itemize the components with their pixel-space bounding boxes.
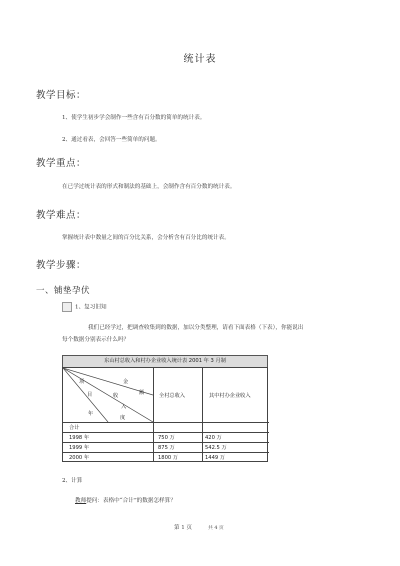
diag-label-7: 金 xyxy=(123,379,129,385)
row-enterprise: 420 万 xyxy=(205,435,222,441)
table-grid xyxy=(62,367,268,462)
key-text: 在已学过统计表的形式和制法的基础上，会制作含有百分数的统计表。 xyxy=(62,184,236,190)
table-row xyxy=(63,442,269,453)
row-label: 1998 年 xyxy=(69,435,90,441)
diag-label-2: 目 xyxy=(87,392,93,398)
row-total: 875 万 xyxy=(158,445,175,451)
page-total: 共 4 页 xyxy=(208,526,224,531)
step1-para-line2: 每个数据分别表示什么吗？ xyxy=(62,337,130,343)
step1-sub1: 1、复习旧知 xyxy=(62,302,107,312)
step1-heading: 一、铺垫孕伏 xyxy=(36,286,91,296)
table-row xyxy=(63,422,269,433)
table-caption: 东山村总收入和村办企业收入统计表 2001 年 3 月制 xyxy=(62,355,268,367)
statistics-table xyxy=(62,355,268,462)
step1-para-line1: 我们已经学过，把调查收集到的数据，加以分类整理，请看下面表格（下表），你能说出 xyxy=(88,325,304,331)
row-label: 合计 xyxy=(69,425,80,431)
step2-label: 2、计算 xyxy=(62,478,83,484)
difficult-text: 掌握统计表中数量之间的百分比关系，会分析含有百分比的统计表。 xyxy=(62,235,230,241)
table-header-row xyxy=(63,368,269,423)
key-heading: 教学重点： xyxy=(36,158,87,169)
row-label: 2000 年 xyxy=(69,455,90,461)
col-header-enterprise: 其中村办企业收入 xyxy=(209,393,251,399)
teacher-question xyxy=(75,496,176,504)
diag-label-4: 入 xyxy=(121,404,127,410)
goal-item-2: 2、通过看表，会回答一些简单的问题。 xyxy=(62,137,161,143)
row-enterprise: 1449 万 xyxy=(205,455,226,461)
row-total: 750 万 xyxy=(158,435,175,441)
diag-label-8: 额 xyxy=(139,390,145,396)
goal-heading: 教学目标： xyxy=(36,90,87,101)
table-row xyxy=(63,452,269,462)
page-title: 统计表 xyxy=(183,54,217,65)
question-speaker: 教师 xyxy=(75,498,87,504)
question-text: 提问：表格中“合计”的数据怎样算？ xyxy=(86,498,176,504)
diag-label-3: 收 xyxy=(113,393,119,399)
column-divider xyxy=(202,368,203,461)
difficult-heading: 教学难点： xyxy=(36,210,87,221)
step1-sub1-number: 1 xyxy=(75,304,79,311)
row-total: 1800 万 xyxy=(158,455,179,461)
row-enterprise: 542.5 万 xyxy=(205,445,227,451)
steps-heading: 教学步骤： xyxy=(36,260,87,271)
goal-item-1: 1、使学生初步学会制作一些含有百分数的简单的统计表。 xyxy=(62,115,206,121)
row-label: 1999 年 xyxy=(69,445,90,451)
diag-label-5: 年 xyxy=(88,411,94,417)
step1-sub1-label: 复习旧知 xyxy=(84,304,107,311)
col-header-total: 全村总收入 xyxy=(159,393,185,399)
page-number: 第 1 页 xyxy=(174,525,192,531)
item-number-box xyxy=(62,302,72,312)
column-divider xyxy=(153,368,154,461)
table-row xyxy=(63,432,269,443)
diag-label-1: 项 xyxy=(79,379,85,385)
diag-label-6: 度 xyxy=(120,415,126,421)
